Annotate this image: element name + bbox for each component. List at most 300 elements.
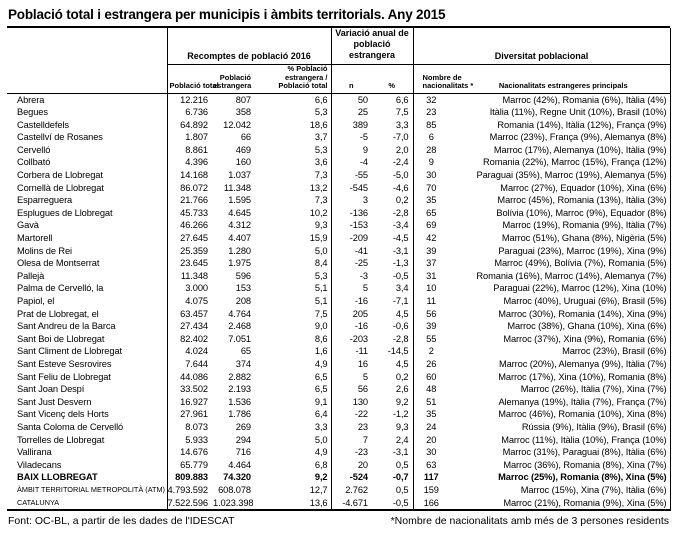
cell-poblacio-total: 809.883 <box>167 471 213 484</box>
cell-nombre-nacionalitats: 37 <box>413 257 457 270</box>
cell-nombre-nacionalitats: 35 <box>413 194 457 207</box>
cell-municipality: Sant Just Desvern <box>17 396 92 407</box>
cell-variacio-pct: -7,0 <box>392 132 409 143</box>
cell-poblacio-estrangera: 608.078 <box>218 484 251 495</box>
cell-variacio-n: -11 <box>331 345 371 358</box>
cell-poblacio-total: 23.645 <box>167 257 213 270</box>
cell-pct-estrangera: 4,9 <box>314 358 328 369</box>
cell-pct-estrangera: 1,6 <box>314 346 328 357</box>
cell-nacionalitats-principals: Marroc (23%), França (9%), Alemanya (8%) <box>457 131 670 144</box>
cell-variacio-n: 5 <box>331 371 371 384</box>
cell-municipality: Collbató <box>17 157 51 168</box>
cell-poblacio-total: 46.266 <box>167 219 213 232</box>
cell-variacio-n: 9 <box>331 144 371 157</box>
cell-nacionalitats-principals: Marroc (49%), Bolívia (7%), Romania (5%) <box>457 257 670 270</box>
cell-poblacio-estrangera: 2.468 <box>228 321 251 332</box>
cell-pct-estrangera: 13,2 <box>309 182 328 193</box>
cell-municipality: Martorell <box>17 233 53 244</box>
cell-poblacio-estrangera: 160 <box>235 157 251 168</box>
table-row <box>7 371 670 384</box>
cell-poblacio-total: 11.348 <box>167 270 213 283</box>
cell-municipality: CATALUNYA <box>7 497 167 511</box>
cell-nombre-nacionalitats: 9 <box>413 156 457 169</box>
page-title: Població total i estrangera per municipis i àmbits territorials. Any 2015 <box>7 0 670 28</box>
cell-municipality: Abrera <box>17 94 45 105</box>
cell-nombre-nacionalitats: 10 <box>413 282 457 295</box>
group-header-row <box>7 28 670 65</box>
cell-variacio-pct: -0,5 <box>371 497 413 511</box>
cell-municipality: Olesa de Montserrat <box>17 258 100 269</box>
cell-nombre-nacionalitats: 28 <box>413 144 457 157</box>
cell-variacio-n: -55 <box>331 169 371 182</box>
cell-poblacio-total: 21.766 <box>167 194 213 207</box>
cell-nombre-nacionalitats: 39 <box>413 320 457 333</box>
cell-municipality: Torrelles de Llobregat <box>17 434 105 445</box>
table-row <box>7 308 670 321</box>
cell-nacionalitats-principals: Rússia (9%), Itàlia (9%), Brasil (6%) <box>457 421 670 434</box>
cell-variacio-pct: 2,0 <box>395 144 409 155</box>
cell-poblacio-total: 82.402 <box>167 333 213 346</box>
cell-pct-estrangera: 6,5 <box>314 371 328 382</box>
table-row <box>7 245 670 258</box>
table-row <box>7 219 670 232</box>
cell-poblacio-estrangera: 4.407 <box>228 233 251 244</box>
cell-poblacio-total: 64.892 <box>167 119 213 132</box>
column-header-pct-variacio: % <box>371 65 413 94</box>
cell-municipality: Begues <box>17 107 48 118</box>
cell-pct-estrangera: 10,2 <box>309 207 328 218</box>
table-row <box>7 270 670 283</box>
cell-municipality: Cornellà de Llobregat <box>17 182 104 193</box>
cell-poblacio-total: 27.961 <box>167 408 213 421</box>
cell-poblacio-estrangera: 1.037 <box>228 170 251 181</box>
population-table <box>7 28 671 511</box>
cell-variacio-n: 205 <box>331 308 371 321</box>
cell-nacionalitats-principals: Marroc (20%), Alemanya (9%), Itàlia (7%) <box>457 358 670 371</box>
cell-variacio-n: 25 <box>331 106 371 119</box>
table-row <box>7 169 670 182</box>
cell-poblacio-total: 16.927 <box>167 396 213 409</box>
cell-variacio-pct: -1,2 <box>392 409 409 420</box>
cell-variacio-pct: -5,0 <box>392 170 409 181</box>
cell-nacionalitats-principals: Marroc (30%), Romania (14%), Xina (9%) <box>457 308 670 321</box>
cell-poblacio-estrangera: 4.764 <box>228 308 251 319</box>
table-row <box>7 295 670 308</box>
cell-variacio-pct: 2,6 <box>395 384 409 395</box>
table-row <box>7 408 670 421</box>
cell-nombre-nacionalitats: 42 <box>413 232 457 245</box>
cell-variacio-n: -203 <box>331 333 371 346</box>
cell-nombre-nacionalitats: 60 <box>413 371 457 384</box>
cell-pct-estrangera: 5,1 <box>314 296 328 306</box>
cell-poblacio-estrangera: 4.464 <box>228 459 251 470</box>
cell-pct-estrangera: 8,6 <box>314 333 328 344</box>
cell-nombre-nacionalitats: 11 <box>413 295 457 308</box>
column-header-n: n <box>331 65 371 94</box>
cell-nacionalitats-principals: Marroc (38%), Ghana (10%), Xina (6%) <box>457 320 670 333</box>
cell-poblacio-estrangera: 716 <box>235 447 251 458</box>
cell-variacio-pct: -14,5 <box>387 346 409 357</box>
cell-variacio-pct: 9,3 <box>395 421 409 432</box>
cell-variacio-pct: 0,5 <box>395 459 409 470</box>
cell-variacio-pct: -0,5 <box>392 270 409 281</box>
cell-pct-estrangera: 7,5 <box>314 308 328 319</box>
cell-nacionalitats-principals: Marroc (51%), Ghana (8%), Nigèria (5%) <box>457 232 670 245</box>
table-row <box>7 131 670 144</box>
cell-poblacio-estrangera: 11.348 <box>223 182 251 193</box>
cell-variacio-n: 23 <box>331 421 371 434</box>
cell-poblacio-total: 25.359 <box>167 245 213 258</box>
cell-municipality: Sant Joan Despí <box>17 384 85 395</box>
cell-variacio-n: -545 <box>331 182 371 195</box>
cell-pct-estrangera: 9,2 <box>314 472 328 483</box>
cell-nombre-nacionalitats: 166 <box>413 497 457 511</box>
cell-variacio-n: -524 <box>331 471 371 484</box>
cell-poblacio-total: 44.086 <box>167 371 213 384</box>
cell-poblacio-total: 12.216 <box>167 93 213 106</box>
table-row <box>7 119 670 132</box>
cell-pct-estrangera: 3,3 <box>314 421 328 432</box>
cell-nacionalitats-principals: Marroc (42%), Romania (6%), Itàlia (4%) <box>457 93 670 106</box>
cell-nacionalitats-principals: Marroc (36%), Romania (8%), Xina (7%) <box>457 459 670 472</box>
cell-municipality: Vallirana <box>17 447 52 458</box>
table-row <box>7 471 670 484</box>
cell-variacio-n: -4 <box>331 156 371 169</box>
group-header-diversitat: Diversitat poblacional <box>413 28 670 65</box>
cell-poblacio-estrangera: 374 <box>235 358 251 369</box>
cell-nacionalitats-principals: Marroc (21%), Romania (9%), Xina (5%) <box>457 497 670 511</box>
cell-municipality: Corbera de Llobregat <box>17 170 103 181</box>
cell-nacionalitats-principals: Marroc (25%), Romania (8%), Xina (5%) <box>457 471 670 484</box>
cell-variacio-pct: 0,2 <box>395 371 409 382</box>
cell-variacio-pct: -4,5 <box>392 233 409 244</box>
cell-nacionalitats-principals: Marroc (46%), Romania (10%), Xina (8%) <box>457 408 670 421</box>
cell-nombre-nacionalitats: 55 <box>413 333 457 346</box>
cell-variacio-n: 5 <box>331 282 371 295</box>
table-row <box>7 358 670 371</box>
cell-municipality: Prat de Llobregat, el <box>17 308 99 319</box>
cell-variacio-pct: -2,8 <box>392 333 409 344</box>
table-row <box>7 497 670 511</box>
cell-nombre-nacionalitats: 69 <box>413 219 457 232</box>
cell-nombre-nacionalitats: 23 <box>413 106 457 119</box>
cell-municipality: Palma de Cervelló, la <box>17 283 104 294</box>
cell-pct-estrangera: 15,9 <box>309 233 328 244</box>
cell-variacio-pct: -3,4 <box>392 220 409 231</box>
cell-municipality: Castelldefels <box>17 119 69 130</box>
cell-variacio-n: 56 <box>331 383 371 396</box>
cell-municipality: Esparreguera <box>17 195 73 206</box>
table-row <box>7 459 670 472</box>
source-note: Font: OC-BL, a partir de les dades de l'IDESCAT <box>8 515 235 528</box>
cell-poblacio-estrangera: 596 <box>235 270 251 281</box>
cell-pct-estrangera: 7,3 <box>314 170 328 181</box>
cell-poblacio-estrangera: 66 <box>240 132 251 143</box>
cell-variacio-n: -209 <box>331 232 371 245</box>
cell-poblacio-estrangera: 153 <box>235 283 251 294</box>
cell-nombre-nacionalitats: 30 <box>413 169 457 182</box>
cell-nombre-nacionalitats: 117 <box>413 471 457 484</box>
cell-variacio-pct: -1,3 <box>392 258 409 269</box>
cell-pct-estrangera: 5,3 <box>314 270 328 281</box>
table-row <box>7 282 670 295</box>
cell-variacio-pct: 7,5 <box>395 107 409 118</box>
cell-nombre-nacionalitats: 35 <box>413 408 457 421</box>
cell-variacio-n: -136 <box>331 207 371 220</box>
cell-poblacio-estrangera: 2.882 <box>228 371 251 382</box>
group-header-empty <box>7 28 167 65</box>
cell-nombre-nacionalitats: 31 <box>413 270 457 283</box>
cell-poblacio-estrangera: 807 <box>235 94 251 105</box>
cell-variacio-n: 20 <box>331 459 371 472</box>
cell-poblacio-estrangera: 1.023.398 <box>213 497 253 511</box>
cell-poblacio-total: 63.457 <box>167 308 213 321</box>
cell-poblacio-total: 8.073 <box>167 421 213 434</box>
cell-nombre-nacionalitats: 70 <box>413 182 457 195</box>
cell-poblacio-total: 33.502 <box>167 383 213 396</box>
table-row <box>7 383 670 396</box>
cell-poblacio-estrangera: 2.193 <box>228 384 251 395</box>
cell-pct-estrangera: 5,3 <box>314 144 328 155</box>
cell-pct-estrangera: 7,3 <box>314 195 328 206</box>
cell-municipality: ÀMBIT TERRITORIAL METROPOLITÀ (ATM) <box>17 484 165 494</box>
cell-pct-estrangera: 5,0 <box>314 434 328 445</box>
cell-municipality: Sant Vicenç dels Horts <box>17 409 109 420</box>
cell-poblacio-total: 27.434 <box>167 320 213 333</box>
cell-nombre-nacionalitats: 6 <box>413 131 457 144</box>
cell-variacio-pct: -2,4 <box>392 157 409 168</box>
cell-poblacio-estrangera: 294 <box>235 434 251 445</box>
table-row <box>7 421 670 434</box>
cell-nacionalitats-principals: Paraguai (23%), Marroc (19%), Xina (9%) <box>457 245 670 258</box>
column-header-poblacio-estrangera: Població estrangera <box>213 65 253 94</box>
cell-nombre-nacionalitats: 20 <box>413 434 457 447</box>
cell-variacio-n: -22 <box>331 408 371 421</box>
cell-poblacio-total: 3.000 <box>167 282 213 295</box>
cell-municipality: Papiol, el <box>17 296 55 306</box>
table-row <box>7 434 670 447</box>
cell-poblacio-total: 8.861 <box>167 144 213 157</box>
cell-municipality: Viladecans <box>17 459 62 470</box>
cell-municipality: Pallejà <box>17 270 45 281</box>
table-row <box>7 446 670 459</box>
table-row <box>7 182 670 195</box>
cell-variacio-pct: 6,6 <box>395 94 409 105</box>
cell-municipality: Molins de Rei <box>17 245 73 256</box>
cell-nombre-nacionalitats: 63 <box>413 459 457 472</box>
cell-nombre-nacionalitats: 24 <box>413 421 457 434</box>
cell-nacionalitats-principals: Paraguai (22%), Marroc (12%), Xina (10%) <box>457 282 670 295</box>
cell-variacio-n: -23 <box>331 446 371 459</box>
cell-nombre-nacionalitats: 32 <box>413 93 457 106</box>
cell-variacio-n: 3 <box>331 194 371 207</box>
cell-poblacio-total: 7.644 <box>167 358 213 371</box>
cell-nacionalitats-principals: Romania (14%), Itàlia (12%), França (9%) <box>457 119 670 132</box>
cell-poblacio-estrangera: 74.320 <box>223 472 251 483</box>
cell-municipality: BAIX LLOBREGAT <box>17 472 98 483</box>
cell-municipality: Esplugues de Llobregat <box>17 207 113 218</box>
cell-nacionalitats-principals: Marroc (45%), Romania (13%), Itàlia (3%) <box>457 194 670 207</box>
cell-nacionalitats-principals: Marroc (11%), Itàlia (10%), França (10%) <box>457 434 670 447</box>
cell-nombre-nacionalitats: 65 <box>413 207 457 220</box>
cell-poblacio-total: 4.793.592 <box>167 484 213 497</box>
cell-variacio-n: -153 <box>331 219 371 232</box>
cell-pct-estrangera: 3,6 <box>314 157 328 168</box>
cell-pct-estrangera: 9,1 <box>314 396 328 407</box>
cell-variacio-n: 389 <box>331 119 371 132</box>
cell-nombre-nacionalitats: 39 <box>413 245 457 258</box>
cell-variacio-pct: -3,1 <box>392 245 409 256</box>
cell-variacio-pct: -7,1 <box>392 296 409 306</box>
cell-nacionalitats-principals: Marroc (15%), Xina (7%), Itàlia (6%) <box>457 484 670 497</box>
cell-municipality: Santa Coloma de Cervelló <box>17 421 124 432</box>
cell-variacio-pct: 2,4 <box>395 434 409 445</box>
cell-pct-estrangera: 6,8 <box>314 459 328 470</box>
cell-poblacio-total: 45.733 <box>167 207 213 220</box>
cell-poblacio-total: 14.676 <box>167 446 213 459</box>
cell-poblacio-estrangera: 1.975 <box>228 258 251 269</box>
table-row <box>7 320 670 333</box>
cell-pct-estrangera: 18,6 <box>309 119 328 130</box>
cell-nacionalitats-principals: Marroc (26%), Itàlia (7%), Xina (7%) <box>457 383 670 396</box>
cell-municipality: Sant Feliu de Llobregat <box>17 371 111 382</box>
cell-municipality: Sant Esteve Sesrovires <box>17 358 112 369</box>
cell-variacio-pct: 4,5 <box>395 308 409 319</box>
cell-variacio-pct: 4,5 <box>395 358 409 369</box>
cell-municipality: Gavà <box>17 220 39 231</box>
cell-municipality: Castellví de Rosanes <box>17 132 103 143</box>
cell-nacionalitats-principals: Marroc (19%), Romania (9%), Itàlia (7%) <box>457 219 670 232</box>
cell-nombre-nacionalitats: 2 <box>413 345 457 358</box>
cell-pct-estrangera: 5,3 <box>314 107 328 118</box>
cell-poblacio-estrangera: 12.042 <box>223 119 251 130</box>
table-row <box>7 144 670 157</box>
cell-poblacio-estrangera: 4.645 <box>228 207 251 218</box>
table-row <box>7 345 670 358</box>
cell-poblacio-estrangera: 358 <box>235 107 251 118</box>
column-header-municipality <box>7 65 167 94</box>
cell-poblacio-estrangera: 4.312 <box>228 220 251 231</box>
table-row <box>7 257 670 270</box>
cell-nacionalitats-principals: Marroc (17%), Xina (10%), Romania (8%) <box>457 371 670 384</box>
cell-nacionalitats-principals: Marroc (40%), Uruguai (6%), Brasil (5%) <box>457 295 670 308</box>
cell-variacio-n: 16 <box>331 358 371 371</box>
cell-nacionalitats-principals: Romania (16%), Marroc (14%), Alemanya (7%) <box>457 270 670 283</box>
cell-poblacio-estrangera: 1.786 <box>228 409 251 420</box>
cell-variacio-pct: 3,3 <box>395 119 409 130</box>
cell-poblacio-estrangera: 7.051 <box>228 333 251 344</box>
cell-pct-estrangera: 12,7 <box>309 484 328 495</box>
cell-nombre-nacionalitats: 26 <box>413 358 457 371</box>
table-footer <box>7 515 670 527</box>
group-header-recomptes: Recomptes de població 2016 <box>167 28 331 65</box>
column-header-nombre-nacionalitats: Nombre de nacionalitats * <box>413 65 457 94</box>
cell-variacio-n: -5 <box>331 131 371 144</box>
column-header-row <box>7 65 670 94</box>
cell-poblacio-total: 4.396 <box>167 156 213 169</box>
cell-poblacio-estrangera: 65 <box>240 346 251 357</box>
cell-poblacio-total: 4.024 <box>167 345 213 358</box>
table-row <box>7 232 670 245</box>
cell-poblacio-estrangera: 269 <box>235 421 251 432</box>
cell-municipality: Sant Boi de Llobregat <box>17 333 105 344</box>
cell-variacio-n: 50 <box>331 93 371 106</box>
cell-pct-estrangera: 5,0 <box>314 245 328 256</box>
table-row <box>7 106 670 119</box>
cell-nombre-nacionalitats: 159 <box>413 484 457 497</box>
cell-nacionalitats-principals: Marroc (27%), Equador (10%), Xina (6%) <box>457 182 670 195</box>
cell-variacio-n: -16 <box>331 320 371 333</box>
cell-poblacio-total: 86.072 <box>167 182 213 195</box>
cell-nacionalitats-principals: Itàlia (11%), Regne Unit (10%), Brasil (10%) <box>457 106 670 119</box>
cell-variacio-n: -4.671 <box>331 497 371 511</box>
cell-nacionalitats-principals: Alemanya (19%), Itàlia (7%), França (7%) <box>457 396 670 409</box>
table-row <box>7 156 670 169</box>
cell-nombre-nacionalitats: 85 <box>413 119 457 132</box>
cell-pct-estrangera: 3,7 <box>314 132 328 143</box>
table-row <box>7 194 670 207</box>
cell-poblacio-estrangera: 1.280 <box>228 245 251 256</box>
cell-variacio-pct: -3,1 <box>392 447 409 458</box>
cell-nombre-nacionalitats: 56 <box>413 308 457 321</box>
cell-poblacio-total: 27.645 <box>167 232 213 245</box>
column-header-pct-estrangera: % Població estrangera / Població total <box>253 65 331 94</box>
cell-variacio-pct: 0,5 <box>395 484 409 495</box>
cell-variacio-n: 130 <box>331 396 371 409</box>
cell-variacio-pct: -0,6 <box>392 321 409 332</box>
cell-nacionalitats-principals: Marroc (23%), Brasil (6%) <box>457 345 670 358</box>
cell-nombre-nacionalitats: 51 <box>413 396 457 409</box>
cell-pct-estrangera: 4,9 <box>314 447 328 458</box>
cell-poblacio-total: 14.168 <box>167 169 213 182</box>
cell-pct-estrangera: 6,6 <box>314 94 328 105</box>
cell-variacio-n: -3 <box>331 270 371 283</box>
cell-pct-estrangera: 9,0 <box>314 321 328 332</box>
cell-poblacio-total: 7.522.596 <box>167 497 213 511</box>
table-row <box>7 207 670 220</box>
table-row <box>7 333 670 346</box>
cell-variacio-pct: 0,2 <box>395 195 409 206</box>
table-body <box>7 93 670 510</box>
cell-poblacio-total: 5.933 <box>167 434 213 447</box>
cell-variacio-pct: 3,4 <box>395 283 409 294</box>
cell-poblacio-estrangera: 469 <box>235 144 251 155</box>
cell-pct-estrangera: 8,4 <box>314 258 328 269</box>
cell-variacio-n: -16 <box>331 295 371 308</box>
table-row <box>7 93 670 106</box>
cell-variacio-pct: -0,7 <box>392 472 409 483</box>
group-header-variacio: Variació anual de població estrangera <box>331 28 413 65</box>
cell-poblacio-estrangera: 1.536 <box>228 396 251 407</box>
cell-poblacio-total: 1.807 <box>167 131 213 144</box>
cell-variacio-n: 7 <box>331 434 371 447</box>
column-header-nacionalitats-principals: Nacionalitats estrangeres principals <box>457 65 670 94</box>
cell-nacionalitats-principals: Marroc (17%), Alemanya (10%), Itàlia (9%) <box>457 144 670 157</box>
nationalities-footnote: *Nombre de nacionalitats amb més de 3 persones residents <box>390 515 669 528</box>
cell-poblacio-total: 65.779 <box>167 459 213 472</box>
cell-municipality: Sant Andreu de la Barca <box>17 321 116 332</box>
cell-variacio-pct: -4,6 <box>392 182 409 193</box>
cell-variacio-n: -25 <box>331 257 371 270</box>
table-row <box>7 396 670 409</box>
cell-nacionalitats-principals: Marroc (31%), Paraguai (8%), Itàlia (6%) <box>457 446 670 459</box>
cell-poblacio-total: 4.075 <box>167 295 213 308</box>
table-row <box>7 484 670 497</box>
cell-pct-estrangera: 6,4 <box>314 409 328 420</box>
cell-pct-estrangera: 6,5 <box>314 384 328 395</box>
cell-nacionalitats-principals: Paraguai (35%), Marroc (19%), Alemanya (5%) <box>457 169 670 182</box>
cell-nacionalitats-principals: Romania (22%), Marroc (15%), França (12%) <box>457 156 670 169</box>
